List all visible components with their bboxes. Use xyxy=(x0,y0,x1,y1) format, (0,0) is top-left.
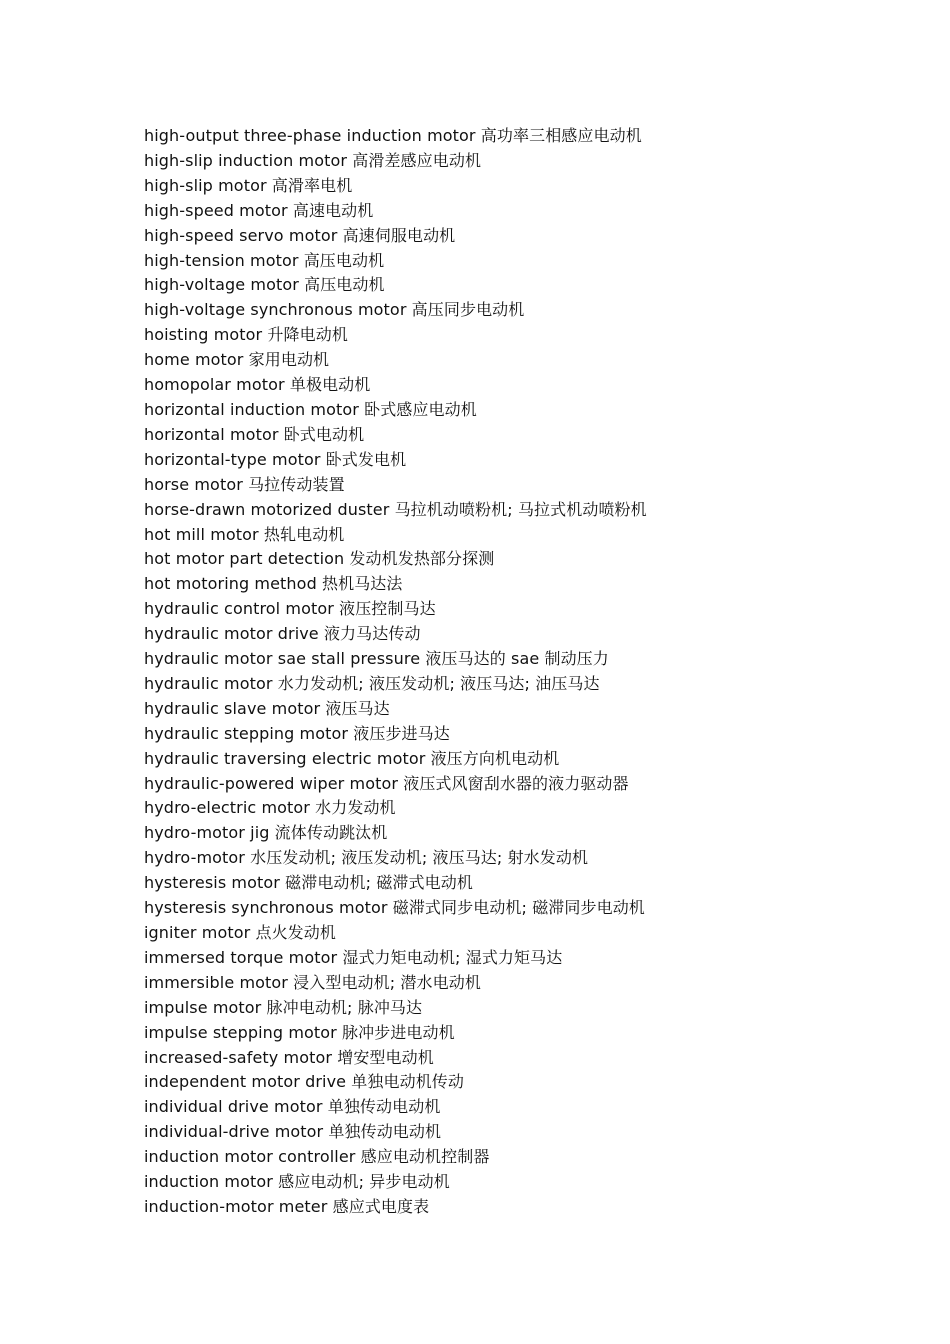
glossary-entry: immersible motor 浸入型电动机; 潜水电动机 xyxy=(144,972,481,992)
glossary-entry: horizontal-type motor 卧式发电机 xyxy=(144,449,407,469)
glossary-entry: high-speed motor 高速电动机 xyxy=(144,200,374,220)
glossary-entry: hydraulic slave motor 液压马达 xyxy=(144,698,390,718)
glossary-entry: hysteresis motor 磁滞电动机; 磁滞式电动机 xyxy=(144,873,473,893)
glossary-entry: hydro-motor jig 流体传动跳汰机 xyxy=(144,823,388,843)
glossary-entry: hydro-motor 水压发动机; 液压发动机; 液压马达; 射水发动机 xyxy=(144,848,589,868)
glossary-entry: high-voltage motor 高压电动机 xyxy=(144,275,385,295)
glossary-entry: hysteresis synchronous motor 磁滞式同步电动机; 磁滞同步电动机 xyxy=(144,898,645,918)
glossary-entry: hydro-electric motor 水力发动机 xyxy=(144,798,396,818)
glossary-entry: horse motor 马拉传动装置 xyxy=(144,474,345,494)
glossary-entry: independent motor drive 单独电动机传动 xyxy=(144,1072,465,1092)
glossary-entry: hydraulic motor sae stall pressure 液压马达的 sae 制动压力 xyxy=(144,649,609,669)
glossary-entry: hydraulic stepping motor 液压步进马达 xyxy=(144,723,450,743)
glossary-entry: hydraulic control motor 液压控制马达 xyxy=(144,599,436,619)
glossary-entry: homopolar motor 单极电动机 xyxy=(144,375,371,395)
glossary-entry: impulse motor 脉冲电动机; 脉冲马达 xyxy=(144,997,423,1017)
glossary-entry: horizontal motor 卧式电动机 xyxy=(144,424,365,444)
glossary-entry: increased-safety motor 增安型电动机 xyxy=(144,1047,434,1067)
glossary-entry: hot motoring method 热机马达法 xyxy=(144,574,403,594)
glossary-entry: induction-motor meter 感应式电度表 xyxy=(144,1196,430,1216)
glossary-list xyxy=(144,124,647,1220)
glossary-entry: high-tension motor 高压电动机 xyxy=(144,250,385,270)
glossary-entry: hydraulic motor 水力发动机; 液压发动机; 液压马达; 油压马达 xyxy=(144,673,600,693)
glossary-entry: hydraulic-powered wiper motor 液压式风窗刮水器的液力驱动器 xyxy=(144,773,629,793)
glossary-entry: horizontal induction motor 卧式感应电动机 xyxy=(144,399,477,419)
glossary-entry: high-speed servo motor 高速伺服电动机 xyxy=(144,225,456,245)
glossary-entry: igniter motor 点火发动机 xyxy=(144,923,336,942)
glossary-entry: induction motor controller 感应电动机控制器 xyxy=(144,1147,490,1167)
glossary-entry: hoisting motor 升降电动机 xyxy=(144,325,348,345)
glossary-entry: hydraulic motor drive 液力马达传动 xyxy=(144,624,421,644)
glossary-entry: hot motor part detection 发动机发热部分探测 xyxy=(144,549,495,569)
glossary-entry: hydraulic traversing electric motor 液压方向机电动机 xyxy=(144,748,560,768)
glossary-entry: induction motor 感应电动机; 异步电动机 xyxy=(144,1172,450,1192)
glossary-entry: horse-drawn motorized duster 马拉机动喷粉机; 马拉式机动喷粉机 xyxy=(144,499,647,519)
glossary-entry: high-voltage synchronous motor 高压同步电动机 xyxy=(144,300,525,320)
glossary-entry: individual drive motor 单独传动电动机 xyxy=(144,1097,441,1117)
glossary-entry: high-slip motor 高滑率电机 xyxy=(144,175,353,195)
glossary-entry: hot mill motor 热轧电动机 xyxy=(144,524,345,544)
glossary-entry: high-slip induction motor 高滑差感应电动机 xyxy=(144,150,482,170)
glossary-entry: individual-drive motor 单独传动电动机 xyxy=(144,1122,442,1142)
glossary-entry: high-output three-phase induction motor 高功率三相感应电动机 xyxy=(144,126,642,145)
glossary-entry: immersed torque motor 湿式力矩电动机; 湿式力矩马达 xyxy=(144,947,563,967)
glossary-entry: home motor 家用电动机 xyxy=(144,350,330,370)
glossary-entry: impulse stepping motor 脉冲步进电动机 xyxy=(144,1022,455,1042)
